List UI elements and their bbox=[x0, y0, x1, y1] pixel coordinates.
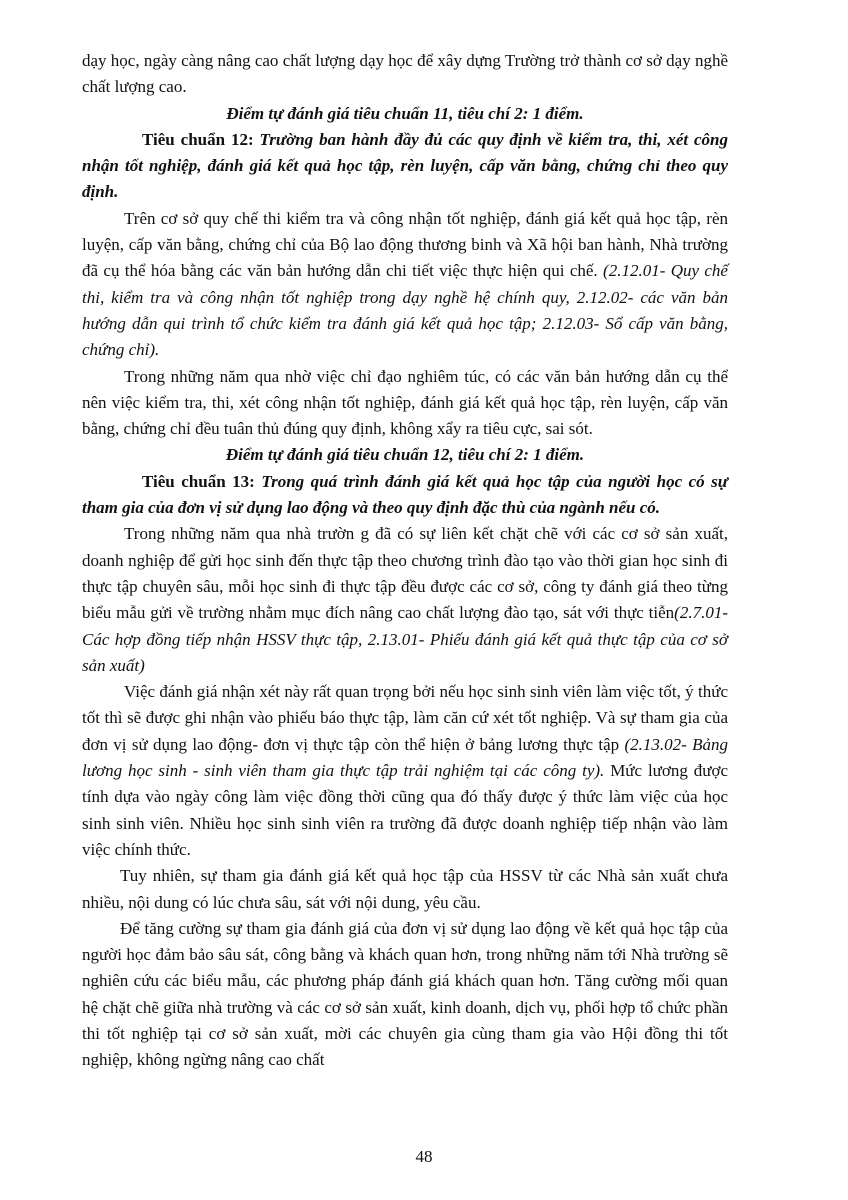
score-criterion-12: Điểm tự đánh giá tiêu chuẩn 12, tiêu chí 2: 1 điểm. bbox=[225, 445, 585, 465]
criterion-12-label: Tiêu chuẩn 12: bbox=[142, 129, 254, 149]
evidence-reference: (2.13.02- Bảng lương học sinh - sinh viên tham gia thực tập trải nghiệm tại các công ty). bbox=[82, 734, 728, 781]
paragraph-evaluation bbox=[82, 679, 728, 863]
evidence-reference: (2.12.01- Quy chế thi, kiểm tra và công nhận tốt nghiệp trong dạy nghề hệ chính quy, 2.12.02- các văn bản hướng dẫn qui trình tổ chức kiểm tra đánh giá kết quả học tập; 2.12.03- Sổ cấp văn bằng, chứng chỉ). bbox=[82, 261, 728, 360]
criterion-13-label: Tiêu chuẩn 13: bbox=[142, 471, 255, 491]
paragraph-internship bbox=[82, 521, 728, 679]
paragraph-evaluation-text-cont: Mức lương được tính dựa vào ngày công làm việc đồng thời cũng qua đó thấy được ý thức làm việc của học sinh sinh viên. Nhiều học sinh sinh viên ra trường đã được doanh nghiệp tiếp nhận vào làm việc chính thức. bbox=[82, 761, 728, 859]
paragraph-limitations: Tuy nhiên, sự tham gia đánh giá kết quả học tập của HSSV từ các Nhà sản xuất chưa nhiều, nội dung có lúc chưa sâu, sát với nội dung, yêu cầu. bbox=[82, 866, 728, 912]
paragraph-intro: dạy học, ngày càng nâng cao chất lượng dạy học để xây dựng Trường trở thành cơ sở dạy nghề chất lượng cao. bbox=[82, 51, 728, 97]
score-criterion-11: Điểm tự đánh giá tiêu chuẩn 11, tiêu chí 2: 1 điểm. bbox=[226, 103, 584, 123]
document-page bbox=[82, 48, 728, 1074]
paragraph-regulations-text: Trên cơ sở quy chế thi kiểm tra và công nhận tốt nghiệp, đánh giá kết quả học tập, rèn luyện, cấp văn bằng, chứng chỉ của Bộ lao động thương binh và Xã hội ban hành, Nhà trường đã cụ thể hóa bằng các văn bản hướng dẫn chi tiết việc thực hiện qui chế. bbox=[82, 208, 728, 281]
evidence-reference: (2.7.01- Các hợp đồng tiếp nhận HSSV thực tập, 2.13.01- Phiếu đánh giá kết quả thực tập của cơ sở sản xuất) bbox=[82, 603, 728, 675]
paragraph-internship-text: Trong những năm qua nhà trườn g đã có sự liên kết chặt chẽ với các cơ sở sản xuất, doanh nghiệp để gửi học sinh đến thực tập theo chương trình đào tạo vào thời gian học sinh đi thực tập chuyên sâu, mỗi học sinh đi thực tập đều được các cơ sở, công ty đánh giá theo từng biểu mẫu gửi về trường nhằm mục đích nâng cao chất lượng đào tạo, sát với thực tiễn bbox=[82, 524, 728, 623]
paragraph-compliance: Trong những năm qua nhờ việc chỉ đạo nghiêm túc, có các văn bản hướng dẫn cụ thể nên việc kiểm tra, thi, xét công nhận tốt nghiệp, đánh giá kết quả học tập, rèn luyện, cấp văn bằng, chứng chỉ đều tuân thủ đúng quy định, không xẩy ra tiêu cực, sai sót. bbox=[82, 366, 728, 439]
criterion-13-heading bbox=[82, 469, 728, 522]
paragraph-evaluation-text: Việc đánh giá nhận xét này rất quan trọng bởi nếu học sinh sinh viên làm việc tốt, ý thức tốt thì sẽ được ghi nhận vào phiếu báo thực tập, làm căn cứ xét tốt nghiệp. Và sự tham gia của đơn vị sử dụng lao động- đơn vị thực tập còn thể hiện ở bảng lương thực tập bbox=[82, 682, 728, 754]
criterion-13-text: Trong quá trình đánh giá kết quả học tập của người học có sự tham gia của đơn vị sử dụng lao động và theo quy định đặc thù của ngành nếu có. bbox=[82, 471, 728, 518]
criterion-12-text: Trường ban hành đầy đủ các quy định về kiểm tra, thi, xét công nhận tốt nghiệp, đánh giá kết quả học tập, rèn luyện, cấp văn bằng, chứng chỉ theo quy định. bbox=[82, 129, 729, 202]
paragraph-plan: Để tăng cường sự tham gia đánh giá của đơn vị sử dụng lao động về kết quả học tập của người học đảm bảo sâu sát, công bằng và khách quan hơn, trong những năm tới Nhà trường sẽ nghiên cứu các biểu mẫu, các phương pháp đánh giá khách quan hơn. Tăng cường mối quan hệ chặt chẽ giữa nhà trường và các cơ sở sản xuất, kinh doanh, dịch vụ, phối hợp tổ chức phần thi tốt nghiệp tại cơ sở sản xuất, mời các chuyên gia cùng tham gia vào Hội đồng thi tốt nghiệp, không ngừng nâng cao chất bbox=[82, 918, 728, 1070]
page-number: 48 bbox=[415, 1147, 433, 1166]
paragraph-regulations bbox=[82, 206, 728, 364]
criterion-12-heading bbox=[82, 127, 728, 206]
